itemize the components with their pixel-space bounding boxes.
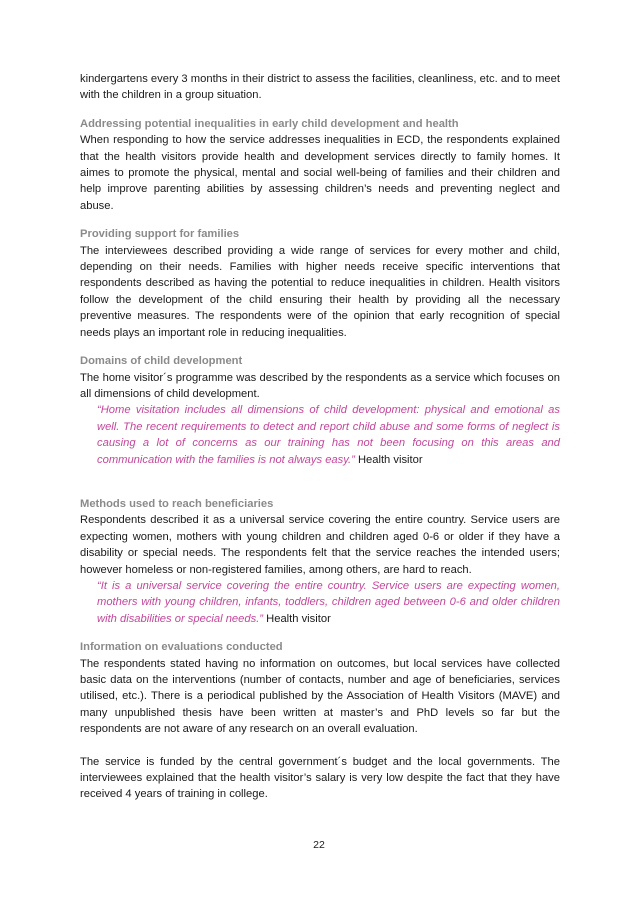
section-body-methods: Respondents described it as a universal service covering the entire country. Service users are expecting women, mothers with young children and children aged 0-6 or older if they have a disability or special needs. The respondents felt that the service reaches the intended users; however homeless or non-registered families, among others, are hard to reach. bbox=[80, 514, 560, 576]
section-body-evaluations: The respondents stated having no information on outcomes, but local services have collected basic data on the interventions (number of contacts, number and age of beneficiaries, services utilised, etc.). There is a periodical published by the Association of Health Visitors (MAVE) and many unpublished thesis have been written at master’s and PhD levels so far but the respondents are not aware of any research on an overall evaluation. bbox=[80, 657, 560, 736]
intro-paragraph: kindergartens every 3 months in their district to assess the facilities, cleanliness, etc. and to meet with the children in a group situation. bbox=[80, 73, 560, 102]
page-number: 22 bbox=[313, 839, 325, 851]
section-heading-evaluations: Information on evaluations conducted bbox=[80, 641, 283, 654]
section-heading-domains: Domains of child development bbox=[80, 355, 243, 368]
quote-text: “Home visitation includes all dimensions of child development: physical and emotional as well. The recent requirements to detect and report child abuse and some forms of neglect is causing a lot of concerns as our training has not been focusing on this areas and communication with the families is not always easy.” bbox=[97, 404, 560, 466]
quote-methods bbox=[97, 578, 560, 627]
document-page bbox=[80, 71, 560, 803]
section-body-inequalities: When responding to how the service addresses inequalities in ECD, the respondents explained that the health visitors provide health and development services directly to family homes. It aimes to promote the physical, mental and social well-being of families and their children and help improve parenting abilities by assessing children’s needs and preventing neglect and abuse. bbox=[80, 134, 560, 212]
section-heading-inequalities: Addressing potential inequalities in early child development and health bbox=[80, 117, 459, 130]
closing-paragraph: The service is funded by the central government´s budget and the local governments. The interviewees explained that the health visitor’s salary is very low despite the fact that they have received 4 years of training in college. bbox=[80, 755, 560, 801]
section-heading-methods: Methods used to reach beneficiaries bbox=[80, 497, 274, 510]
section-body-support: The interviewees described providing a wide range of services for every mother and child, depending on their needs. Families with higher needs receive specific interventions that respondents described as having the potential to reduce inequalities in children. Health visitors follow the development of the child ensuring their health by providing all the necessary preventive measures. The respondents were of the opinion that early recognition of special needs plays an important role in reducing inequalities. bbox=[80, 244, 560, 339]
quote-domains bbox=[97, 402, 560, 468]
section-heading-support: Providing support for families bbox=[80, 228, 240, 241]
quote-attribution: Health visitor bbox=[357, 453, 423, 466]
quote-text: “It is a universal service covering the entire country. Service users are expecting women, mothers with young children, infants, toddlers, children aged between 0-6 and older children with disabilities or special needs.” bbox=[97, 579, 560, 625]
section-body-domains: The home visitor´s programme was described by the respondents as a service which focuses on all dimensions of child development. bbox=[80, 371, 560, 400]
quote-attribution: Health visitor bbox=[266, 612, 331, 625]
